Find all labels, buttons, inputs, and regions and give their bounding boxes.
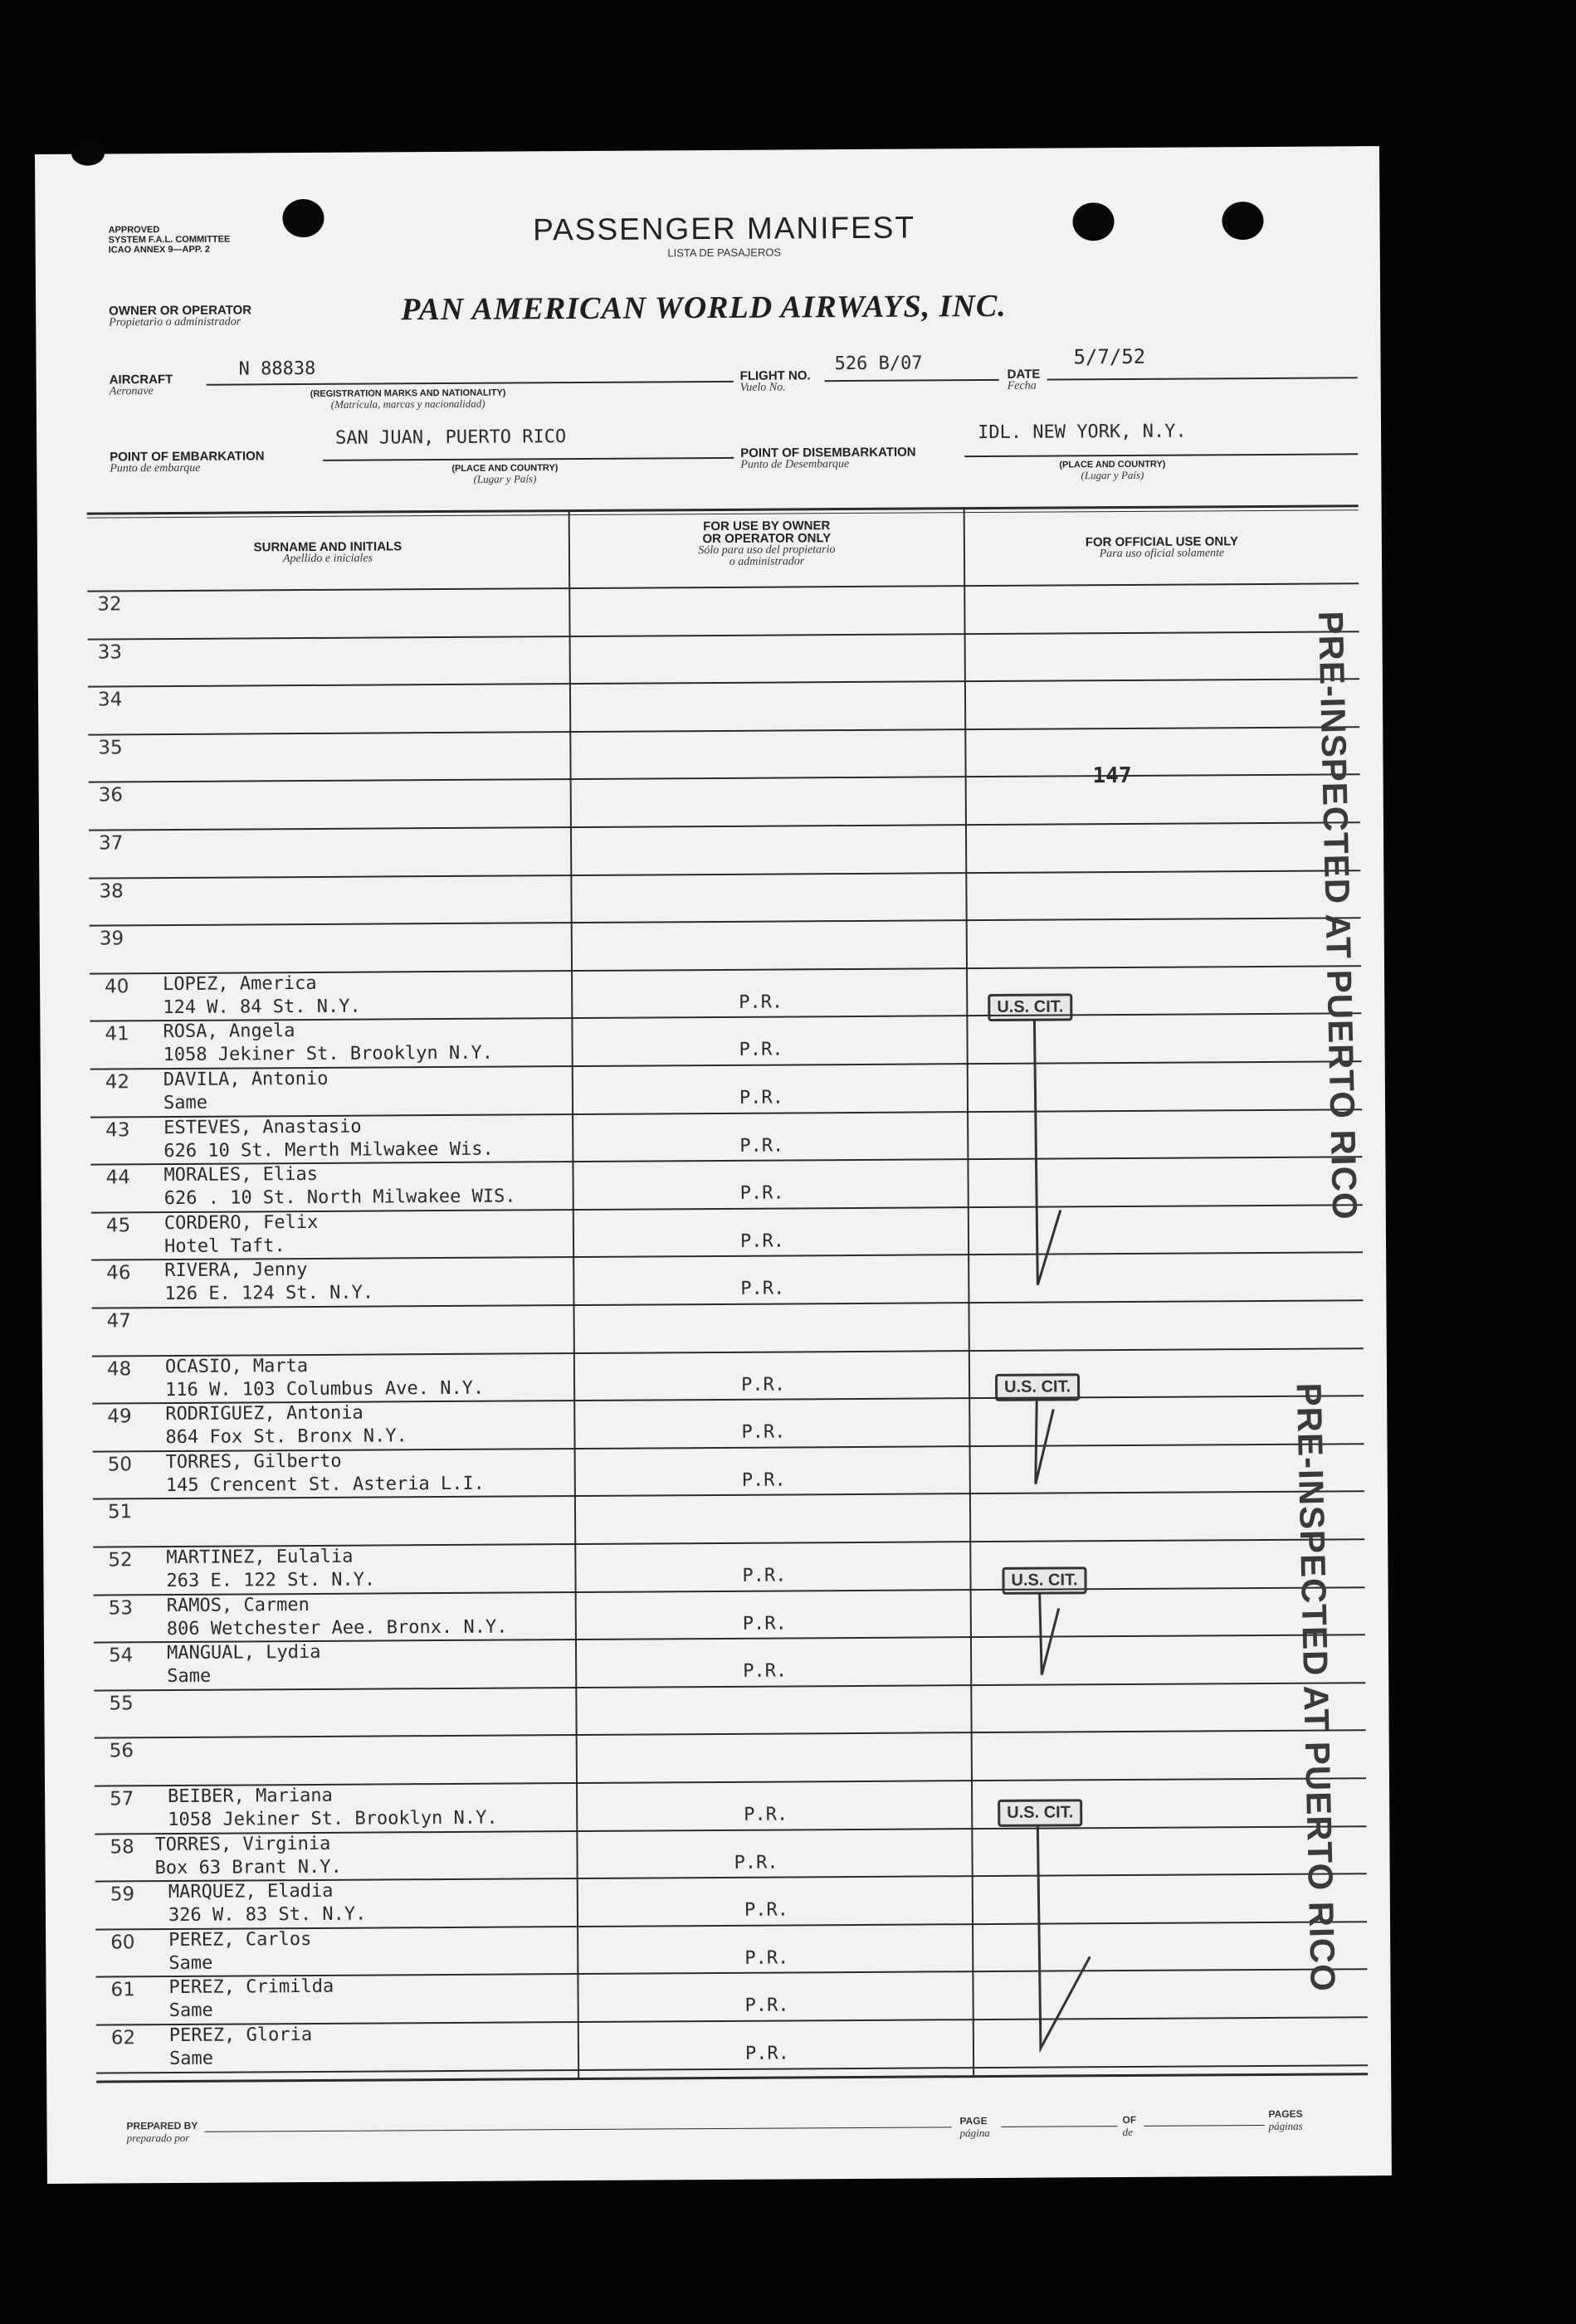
row-number: 46 <box>106 1262 131 1284</box>
row-number: 47 <box>106 1310 131 1333</box>
footer-page-label: PAGE <box>959 2115 988 2127</box>
footer-pages <box>1268 2108 1302 2133</box>
passenger-name: MANGUAL, Lydia <box>166 1642 321 1664</box>
origin-code: P.R. <box>740 1374 786 1396</box>
row-number: 58 <box>110 1835 134 1859</box>
embark-place-note <box>451 463 558 485</box>
table-row <box>42 1301 1387 1357</box>
embark-label: POINT OF EMBARKATION <box>110 449 265 465</box>
row-number: 55 <box>109 1693 134 1715</box>
check-mark-3 <box>1040 1591 1060 1674</box>
passenger-name: PEREZ, Gloria <box>168 2024 313 2047</box>
pre-inspected-stamp: PRE-INSPECTED AT PUERTO RICO <box>1310 610 1365 1221</box>
passenger-name: CORDERO, Felix <box>163 1211 319 1234</box>
aircraft-value: N 88838 <box>238 358 316 380</box>
embark-underline <box>323 457 734 461</box>
table-row <box>45 1827 1389 1883</box>
prepared-by-label-es: preparado por <box>126 2131 190 2145</box>
footer-pages-label-es: páginas <box>1268 2119 1303 2132</box>
passenger-address: Box 63 Brant N.Y. <box>154 1856 342 1878</box>
aircraft-label-es: Aeronave <box>109 385 154 398</box>
table-row <box>40 1014 1384 1069</box>
passenger-address: 806 Wetchester Aee. Bronx. N.Y. <box>166 1616 508 1639</box>
row-number: 50 <box>107 1454 133 1476</box>
aircraft-underline <box>207 381 734 386</box>
check-marks <box>968 1011 1140 2057</box>
origin-code: P.R. <box>744 1804 788 1825</box>
row-number: 37 <box>98 832 124 855</box>
of-line <box>1144 2125 1265 2127</box>
table-row <box>45 1731 1389 1786</box>
row-number: 45 <box>105 1215 131 1237</box>
row-number: 60 <box>110 1932 135 1954</box>
table-row <box>45 1779 1389 1834</box>
page-line <box>1002 2126 1118 2127</box>
origin-code: P.R. <box>744 2043 790 2064</box>
company-name: PAN AMERICAN WORLD AIRWAYS, INC. <box>401 288 1007 328</box>
embark-label-es: Punto de embarque <box>110 461 201 475</box>
origin-code: P.R. <box>744 1947 789 1969</box>
pre-inspected-stamp: PRE-INSPECTED AT PUERTO RICO <box>1289 1382 1343 1993</box>
flight-label-es: Vuelo No. <box>739 381 786 394</box>
passenger-address: Same <box>167 1665 212 1688</box>
disembark-label-es: Punto de Desembarque <box>740 458 850 471</box>
col-header-owner-en-2: OR OPERATOR ONLY <box>702 531 832 547</box>
origin-code: P.R. <box>739 1230 785 1252</box>
footer-of-label-es: de <box>1122 2125 1133 2139</box>
row-number: 34 <box>97 689 123 711</box>
annotation-147: 147 <box>1092 762 1132 789</box>
embark-place-note-en: (PLACE AND COUNTRY) <box>451 463 559 474</box>
row-number: 49 <box>107 1406 132 1428</box>
col-header-official-en: FOR OFFICIAL USE ONLY <box>1085 534 1239 550</box>
owner-label-es: Propietario o administrador <box>109 315 242 329</box>
col-header-owner-en-1: FOR USE BY OWNER <box>703 519 831 534</box>
col-header-owner-es-2: o administrador <box>729 555 805 568</box>
footer-page <box>959 2115 989 2140</box>
disembark-place-note <box>1059 460 1165 481</box>
passenger-address: Hotel Taft. <box>163 1235 285 1257</box>
owner-label: OWNER OR OPERATOR <box>109 303 252 319</box>
footer-pages-label: PAGES <box>1268 2107 1303 2120</box>
table-row <box>43 1492 1388 1547</box>
row-number: 59 <box>110 1883 135 1906</box>
passenger-name: MORALES, Elias <box>163 1164 319 1186</box>
table-row <box>40 967 1384 1022</box>
passenger-address: 124 W. 84 St. N.Y. <box>163 996 361 1018</box>
prepared-by-line <box>205 2127 952 2132</box>
embark-value: SAN JUAN, PUERTO RICO <box>335 426 567 449</box>
passenger-name: DAVILA, Antonio <box>163 1068 329 1091</box>
col-header-official-es: Para uso oficial solamente <box>1099 547 1225 561</box>
date-value: 5/7/52 <box>1073 344 1146 369</box>
table-row <box>40 918 1384 974</box>
passenger-name: TORRES, Gilberto <box>165 1450 342 1473</box>
passenger-address: Same <box>168 2048 214 2070</box>
row-number: 54 <box>108 1644 134 1667</box>
row-number: 62 <box>110 2027 136 2049</box>
punch-hole-left <box>282 199 324 237</box>
table-row <box>41 1206 1386 1261</box>
footer-page-label-es: página <box>959 2127 990 2140</box>
approved-block <box>109 225 231 256</box>
row-number: 42 <box>105 1071 130 1094</box>
table-row <box>42 1349 1387 1405</box>
punch-hole-corner <box>71 140 105 165</box>
table-row <box>41 1110 1385 1166</box>
passenger-address: 126 E. 124 St. N.Y. <box>164 1282 374 1305</box>
passenger-name: OCASIO, Marta <box>164 1355 309 1377</box>
passenger-name: TORRES, Virginia <box>154 1833 331 1855</box>
disembark-underline <box>964 453 1358 457</box>
punch-hole-mid <box>1072 202 1114 241</box>
aircraft-label: AIRCRAFT <box>109 372 173 387</box>
table-row <box>44 1683 1388 1739</box>
us-cit-stamp: U.S. CIT. <box>998 1799 1082 1827</box>
row-rule <box>96 2064 1368 2073</box>
passenger-address: Same <box>163 1092 208 1114</box>
table-row <box>46 1922 1390 1978</box>
row-number: 48 <box>106 1357 132 1381</box>
row-number: 36 <box>98 784 124 806</box>
row-number: 41 <box>105 1023 129 1045</box>
row-number: 32 <box>97 593 122 616</box>
passenger-address: 263 E. 122 St. N.Y. <box>166 1569 376 1592</box>
prepared-by-label: PREPARED BY <box>126 2119 198 2132</box>
check-mark-2 <box>1035 1401 1054 1484</box>
row-number: 35 <box>98 737 123 759</box>
table-row <box>41 1157 1385 1213</box>
registration-note-en: (REGISTRATION MARKS AND NATIONALITY) <box>310 387 506 399</box>
origin-code: P.R. <box>739 1182 784 1205</box>
row-number: 39 <box>99 928 124 950</box>
punch-hole-right <box>1222 202 1263 240</box>
row-number: 44 <box>105 1167 130 1189</box>
passenger-name: PEREZ, Carlos <box>168 1928 312 1951</box>
disembark-place-note-en: (PLACE AND COUNTRY) <box>1059 459 1166 470</box>
flight-value: 526 B/07 <box>834 353 923 375</box>
passenger-address: 626 . 10 St. North Milwakee WIS. <box>163 1186 516 1210</box>
registration-note-es: (Matrícula, marcas y nacionalidad) <box>330 397 485 411</box>
col-header-surname <box>87 539 568 567</box>
passenger-address: 1058 Jekiner St. Brooklyn N.Y. <box>163 1043 494 1066</box>
table-row <box>44 1635 1388 1691</box>
us-cit-stamp: U.S. CIT. <box>1002 1566 1086 1595</box>
table-row <box>39 871 1383 927</box>
table-row <box>43 1445 1388 1500</box>
passenger-address: 116 W. 103 Columbus Ave. N.Y. <box>165 1377 485 1401</box>
registration-note <box>310 388 506 410</box>
passenger-address: 864 Fox St. Bronx N.Y. <box>165 1425 407 1449</box>
row-number: 57 <box>110 1788 134 1810</box>
passenger-address: 626 10 St. Merth Milwakee Wis. <box>163 1138 494 1162</box>
origin-code: P.R. <box>741 1421 786 1444</box>
us-cit-stamp: U.S. CIT. <box>988 993 1072 1021</box>
row-number: 33 <box>97 641 123 664</box>
col-header-official <box>965 534 1359 561</box>
date-label-block <box>1008 368 1041 392</box>
flight-label-block <box>740 369 811 394</box>
aircraft-label-block <box>110 373 173 397</box>
passenger-name: ESTEVES, Anastasio <box>163 1116 362 1138</box>
passenger-name: MARQUEZ, Eladia <box>168 1881 334 1903</box>
embark-label-block <box>110 450 265 475</box>
passenger-name: ROSA, Angela <box>163 1021 295 1043</box>
embark-place-note-es: (Lugar y País) <box>473 472 537 485</box>
table-row <box>38 680 1383 735</box>
table-row <box>38 632 1383 688</box>
table-row <box>38 728 1383 783</box>
row-number: 43 <box>105 1118 130 1142</box>
origin-code: P.R. <box>739 1135 784 1157</box>
table-row <box>44 1588 1388 1644</box>
check-mark-4 <box>1037 1824 1091 2048</box>
date-label: DATE <box>1007 367 1041 382</box>
passenger-name: RODRIGUEZ, Antonia <box>165 1402 364 1425</box>
table-row <box>41 1253 1386 1308</box>
passenger-address: 1058 Jekiner St. Brooklyn N.Y. <box>168 1807 498 1831</box>
origin-code: P.R. <box>739 1087 784 1108</box>
disembark-place-note-es: (Lugar y País) <box>1081 468 1144 482</box>
table-row <box>37 584 1382 640</box>
footer-of <box>1122 2114 1136 2139</box>
col-header-surname-es: Apellido e iniciales <box>282 552 373 566</box>
passenger-address: 326 W. 83 St. N.Y. <box>168 1903 367 1927</box>
date-label-es: Fecha <box>1007 379 1037 392</box>
passenger-address: 145 Crencent St. Asteria L.I. <box>165 1473 485 1496</box>
table-bottom-rule <box>96 2073 1368 2083</box>
table-row <box>41 1062 1385 1118</box>
row-number: 40 <box>105 976 129 998</box>
origin-code: P.R. <box>743 1660 788 1683</box>
disembark-value: IDL. NEW YORK, N.Y. <box>977 421 1187 444</box>
origin-code: P.R. <box>744 1899 789 1922</box>
us-cit-stamp: U.S. CIT. <box>995 1373 1080 1401</box>
col-header-surname-en: SURNAME AND INITIALS <box>253 539 403 555</box>
passenger-name: PEREZ, Crimilda <box>168 1976 334 1999</box>
row-number: 52 <box>108 1549 133 1571</box>
passenger-name: LOPEZ, America <box>163 972 317 995</box>
table-row <box>46 2018 1391 2073</box>
row-number: 61 <box>110 1979 135 2001</box>
table-row <box>46 1970 1390 2025</box>
passenger-name: RIVERA, Jenny <box>164 1259 308 1282</box>
page-subtitle: LISTA DE PASAJEROS <box>667 246 782 260</box>
page-title: PASSENGER MANIFEST <box>532 210 916 247</box>
col-header-owner <box>570 519 964 569</box>
passenger-name: MARTINEZ, Eulalia <box>166 1546 354 1569</box>
origin-code: P.R. <box>740 1278 785 1300</box>
origin-code: P.R. <box>741 1469 786 1491</box>
table-row <box>42 1396 1387 1452</box>
col-header-owner-es-1: Sólo para uso del propietario <box>698 543 836 558</box>
row-number: 53 <box>108 1596 134 1620</box>
prepared-by <box>126 2120 198 2146</box>
origin-code: P.R. <box>744 1995 789 2017</box>
row-number: 38 <box>99 879 124 903</box>
passenger-name: BEIBER, Mariana <box>168 1785 333 1808</box>
table-row <box>43 1540 1388 1596</box>
check-mark-1 <box>1034 1019 1061 1284</box>
approved-line: APPROVED <box>108 225 160 236</box>
origin-code: P.R. <box>742 1565 787 1586</box>
flight-label: FLIGHT NO. <box>739 368 811 383</box>
manifest-paper <box>35 146 1392 2184</box>
table-row <box>39 775 1383 831</box>
passenger-name: RAMOS, Carmen <box>166 1594 310 1616</box>
row-number: 56 <box>109 1740 134 1762</box>
flight-underline <box>825 379 999 382</box>
date-underline <box>1047 377 1358 380</box>
origin-code: P.R. <box>739 1039 783 1061</box>
owner-label-block <box>109 304 251 329</box>
passenger-address: Same <box>168 2000 213 2022</box>
origin-code: P.R. <box>742 1613 787 1635</box>
table-row <box>39 823 1383 879</box>
row-number: 51 <box>107 1501 133 1523</box>
disembark-label: POINT OF DISEMBARKATION <box>740 445 916 460</box>
disembark-label-block <box>740 446 916 471</box>
table-row <box>46 1874 1390 1930</box>
approved-line: SYSTEM F.A.L. COMMITTEE <box>108 234 231 246</box>
passenger-address: Same <box>168 1952 213 1974</box>
footer-of-label: OF <box>1122 2113 1137 2127</box>
origin-code: P.R. <box>734 1852 778 1873</box>
approved-line: ICAO ANNEX 9—APP. 2 <box>108 244 211 256</box>
origin-code: P.R. <box>739 991 783 1013</box>
